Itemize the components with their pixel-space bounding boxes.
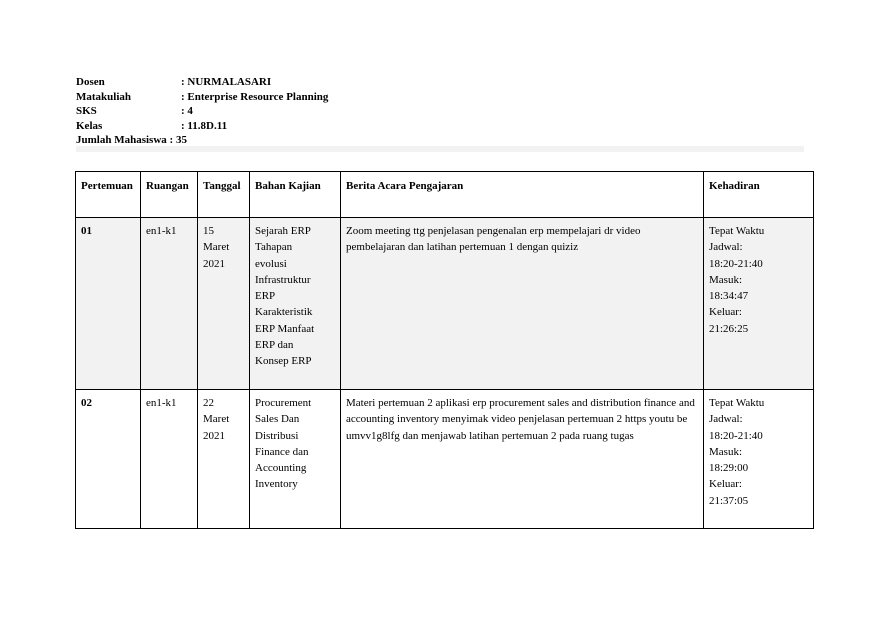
sks-row (76, 104, 328, 119)
dosen-row (76, 75, 328, 90)
bahan-kajian-cell (250, 390, 341, 529)
kehadiran-line: Keluar: (709, 306, 742, 319)
kehadiran-line: 18:34:47 (709, 290, 749, 303)
table-row (76, 390, 814, 529)
kehadiran-line: Keluar: (709, 478, 742, 491)
bahan-line: Sejarah ERP (255, 225, 311, 237)
tanggal-cell (198, 390, 250, 529)
matakuliah-row (76, 90, 328, 105)
tanggal-year: 2021 (203, 429, 225, 442)
jumlah-label: Jumlah Mahasiswa (76, 134, 167, 146)
bahan-line: Tahapan (255, 241, 293, 254)
ruangan-cell: en1-k1 (141, 390, 198, 529)
schedule-table (75, 171, 814, 529)
berita-acara-cell: Materi pertemuan 2 aplikasi erp procurement sales and distribution finance and accounting inventory menyimak video penjelasan pertemuan 2 https youtu be umvv1g8lfg dan menjawab latihan pertemuan 2 pada ruang tugas (341, 390, 704, 529)
bahan-line: evolusi (255, 257, 287, 270)
column-header-bahan-kajian: Bahan Kajian (250, 172, 341, 218)
tanggal-month: Maret (203, 241, 230, 254)
kehadiran-line: Jadwal: (709, 241, 743, 254)
table-row (76, 218, 814, 390)
column-header-berita-acara: Berita Acara Pengajaran (341, 172, 704, 218)
column-header-tanggal: Tanggal (198, 172, 250, 218)
berita-acara-cell: Zoom meeting ttg penjelasan pengenalan erp mempelajari dr video pembelajaran dan latihan pertemuan 1 dengan quiziz (341, 218, 704, 390)
kehadiran-line: 21:37:05 (709, 494, 749, 507)
tanggal-cell (198, 218, 250, 390)
bahan-line: Distribusi (255, 429, 299, 442)
bahan-kajian-cell (250, 218, 341, 390)
bahan-line: Karakteristik (255, 306, 313, 319)
tanggal-day: 15 (203, 225, 214, 237)
kehadiran-status: Tepat Waktu (709, 225, 765, 237)
kehadiran-line: Jadwal: (709, 413, 743, 426)
header-divider (76, 146, 804, 152)
dosen-label: Dosen (76, 76, 105, 88)
kehadiran-line: Masuk: (709, 273, 742, 286)
sks-value: : 4 (181, 105, 193, 117)
bahan-line: Sales Dan (255, 413, 300, 426)
kelas-label: Kelas (76, 119, 103, 132)
column-header-kehadiran: Kehadiran (704, 172, 814, 218)
bahan-line: Inventory (255, 478, 298, 491)
matakuliah-label: Matakuliah (76, 90, 132, 103)
pertemuan-cell: 01 (76, 218, 141, 390)
tanggal-year: 2021 (203, 257, 225, 270)
kehadiran-cell (704, 390, 814, 529)
tanggal-month: Maret (203, 413, 230, 426)
tanggal-day: 22 (203, 397, 214, 409)
column-header-pertemuan: Pertemuan (76, 172, 141, 218)
matakuliah-value: : Enterprise Resource Planning (181, 90, 329, 103)
table-header-row (76, 172, 814, 218)
kehadiran-line: 18:20-21:40 (709, 257, 763, 270)
bahan-line: Procurement (255, 397, 312, 409)
column-header-ruangan: Ruangan (141, 172, 198, 218)
bahan-line: Accounting (255, 462, 307, 475)
bahan-line: Konsep ERP (255, 355, 312, 368)
kelas-value: : 11.8D.11 (181, 119, 228, 132)
jumlah-value: : 35 (169, 134, 187, 146)
kehadiran-cell (704, 218, 814, 390)
kehadiran-line: 21:26:25 (709, 322, 749, 335)
bahan-line: ERP Manfaat (255, 322, 315, 335)
sks-label: SKS (76, 105, 97, 117)
kehadiran-line: Masuk: (709, 445, 742, 458)
bahan-line: ERP (255, 290, 276, 303)
kehadiran-line: 18:20-21:40 (709, 429, 763, 442)
dosen-value: : NURMALASARI (181, 76, 272, 88)
kelas-row (76, 119, 328, 134)
kehadiran-line: 18:29:00 (709, 462, 749, 475)
bahan-line: Infrastruktur (255, 273, 311, 286)
kehadiran-status: Tepat Waktu (709, 397, 765, 409)
bahan-line: Finance dan (255, 445, 309, 458)
pertemuan-cell: 02 (76, 390, 141, 529)
ruangan-cell: en1-k1 (141, 218, 198, 390)
bahan-line: ERP dan (255, 339, 294, 352)
course-info-header (76, 75, 328, 148)
